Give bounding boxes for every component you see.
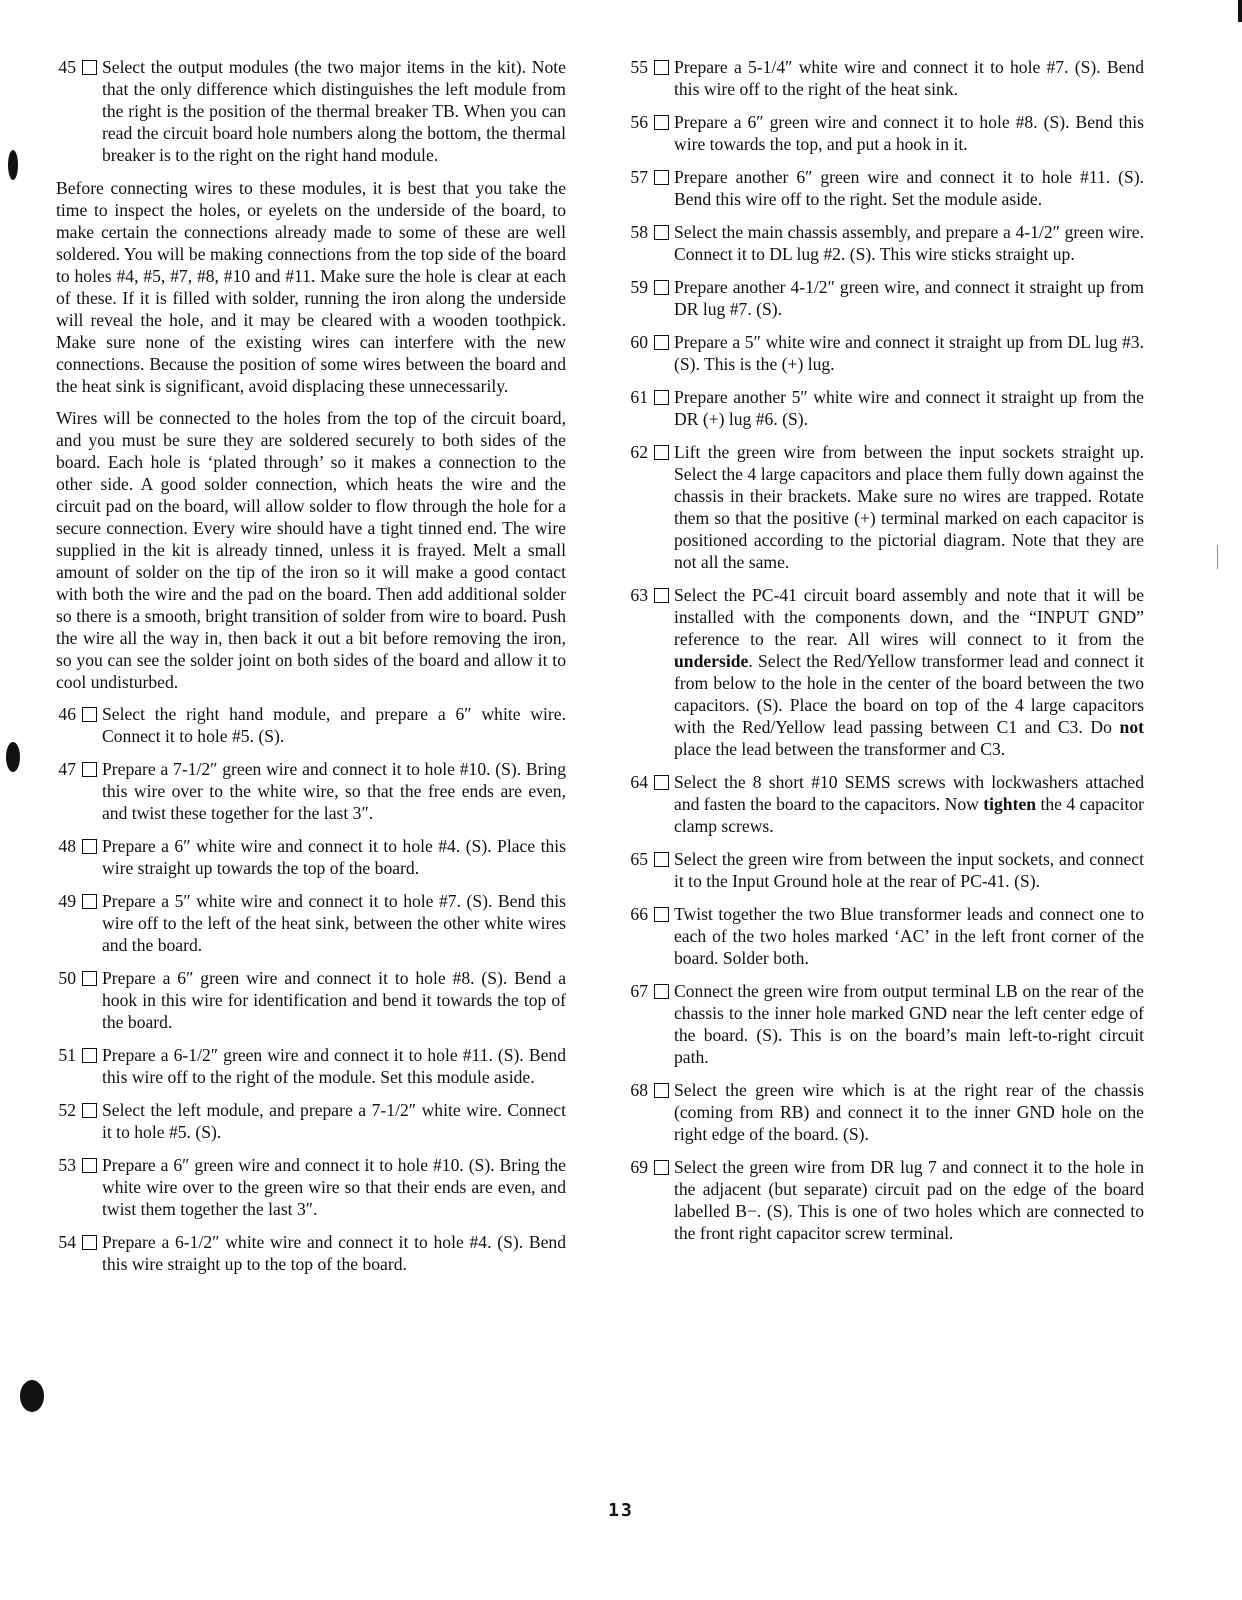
step-66 [618, 903, 1144, 969]
right-column [618, 56, 1144, 1255]
step-51 [46, 1044, 566, 1088]
step-number: 63 [630, 585, 648, 605]
step-number: 55 [630, 57, 648, 77]
step-63 [618, 584, 1144, 760]
step-46 [46, 703, 566, 747]
step-text: Lift the green wire from between the input sockets straight up. Select the 4 large capacitors and place them fully down against the chassis in their brackets. Make sure no wires are trapped. Rotate them so that the positive (+) terminal marked on each capacitor is positioned according to the pictorial diagram. Note that they are not all the same. [674, 442, 1144, 572]
step-47 [46, 758, 566, 824]
step-text: Select the output modules (the two major items in the kit). Note that the only difference which distinguishes the left module from the right is the position of the thermal breaker TB. When you can read the circuit board hole numbers along the bottom, the thermal breaker is to the right on the right hand module. [102, 57, 566, 165]
step-text: Prepare another 5″ white wire and connect it straight up from the DR (+) lug #6. (S). [674, 387, 1144, 429]
step-text: Prepare a 5″ white wire and connect it to hole #7. (S). Bend this wire off to the left of the heat sink, between the other white wires and the board. [102, 891, 566, 955]
step-number: 69 [630, 1157, 648, 1177]
step-text: Connect the green wire from output terminal LB on the rear of the chassis to the inner hole marked GND near the left center edge of the board. (S). This is on the board’s main left-to-right circuit path. [674, 981, 1144, 1067]
step-number: 45 [58, 57, 76, 77]
step-text: Prepare a 6″ green wire and connect it to hole #8. (S). Bend a hook in this wire for identification and bend it towards the top of the board. [102, 968, 566, 1032]
step-text: Prepare a 6-1/2″ white wire and connect it to hole #4. (S). Bend this wire straight up to the top of the board. [102, 1232, 566, 1274]
checkbox[interactable] [654, 852, 669, 867]
checkbox[interactable] [82, 762, 97, 777]
step-57 [618, 166, 1144, 210]
step-69 [618, 1156, 1144, 1244]
step-45 [46, 56, 566, 166]
step-55 [618, 56, 1144, 100]
step-text-part: Select the 8 short #10 SEMS screws with lockwashers attached and fasten the board to the capacitors. Now [674, 772, 1144, 814]
checkbox[interactable] [82, 971, 97, 986]
checkbox[interactable] [82, 707, 97, 722]
checkbox[interactable] [82, 60, 97, 75]
step-61 [618, 386, 1144, 430]
page-edge-line [1217, 545, 1218, 569]
step-number: 49 [58, 891, 76, 911]
step-number: 58 [630, 222, 648, 242]
step-number: 52 [58, 1100, 76, 1120]
step-number: 66 [630, 904, 648, 924]
step-49 [46, 890, 566, 956]
step-50 [46, 967, 566, 1033]
step-text: Prepare a 5″ white wire and connect it straight up from DL lug #3. (S). This is the (+) lug. [674, 332, 1144, 374]
step-number: 64 [630, 772, 648, 792]
step-text [674, 772, 1144, 836]
step-text-part: . Select the Red/Yellow transformer lead and connect it from below to the hole in the center of the board between the two capacitors. (S). Place the board on top of the 4 large capacitors with the Red/Yellow lead passing between C1 and C3. Do [674, 651, 1144, 737]
step-number: 47 [58, 759, 76, 779]
step-number: 60 [630, 332, 648, 352]
page-edge-mark [1238, 0, 1242, 22]
step-number: 50 [58, 968, 76, 988]
checkbox[interactable] [654, 60, 669, 75]
step-53 [46, 1154, 566, 1220]
step-text-part: the 4 capacitor clamp screws. [674, 794, 1145, 836]
checkbox[interactable] [654, 907, 669, 922]
step-number: 54 [58, 1232, 76, 1252]
step-text: Prepare a 6-1/2″ green wire and connect it to hole #11. (S). Bend this wire off to the right of the module. Set this module aside. [102, 1045, 566, 1087]
step-60 [618, 331, 1144, 375]
step-number: 67 [630, 981, 648, 1001]
instruction-paragraph: Before connecting wires to these modules, it is best that you take the time to inspect the holes, or eyelets on the underside of the board, to make certain the connections already made to some of these are well soldered. You will be making connections from the top side of the board to holes #4, #5, #7, #8, #10 and #11. Make sure the hole is clear at each of these. If it is filled with solder, running the iron along the underside will reveal the hole, and it may be cleared with a wooden toothpick. Make sure none of the existing wires can interfere with the new connections. Because the position of some wires between the board and the heat sink is significant, avoid displacing these unnecessarily. [56, 178, 566, 396]
step-number: 46 [58, 704, 76, 724]
checkbox[interactable] [82, 1103, 97, 1118]
page-number: 13 [608, 1500, 634, 1521]
checkbox[interactable] [654, 335, 669, 350]
step-64 [618, 771, 1144, 837]
left-column [46, 56, 566, 1286]
step-number: 68 [630, 1080, 648, 1100]
checkbox[interactable] [654, 588, 669, 603]
step-48 [46, 835, 566, 879]
checkbox[interactable] [654, 1083, 669, 1098]
step-number: 51 [58, 1045, 76, 1065]
checkbox[interactable] [654, 775, 669, 790]
binder-hole-mark-bottom [20, 1380, 44, 1412]
checkbox[interactable] [82, 1235, 97, 1250]
step-text: Prepare another 4-1/2″ green wire, and connect it straight up from DR lug #7. (S). [674, 277, 1144, 319]
step-number: 61 [630, 387, 648, 407]
checkbox[interactable] [82, 1048, 97, 1063]
step-text-part: place the lead between the transformer and C3. [674, 739, 1006, 759]
checkbox[interactable] [654, 984, 669, 999]
checkbox[interactable] [82, 1158, 97, 1173]
step-text: Prepare a 6″ green wire and connect it to hole #8. (S). Bend this wire towards the top, and put a hook in it. [674, 112, 1144, 154]
step-text: Twist together the two Blue transformer leads and connect one to each of the two holes marked ‘AC’ in the left front corner of the board. Solder both. [674, 904, 1144, 968]
bold-emphasis: not [1119, 717, 1144, 737]
step-number: 53 [58, 1155, 76, 1175]
step-67 [618, 980, 1144, 1068]
step-text: Prepare a 6″ green wire and connect it to hole #10. (S). Bring the white wire over to the green wire so that their ends are even, and twist them together the last 3″. [102, 1155, 566, 1219]
step-text: Prepare another 6″ green wire and connect it to hole #11. (S). Bend this wire off to the right. Set the module aside. [674, 167, 1144, 209]
step-text: Prepare a 6″ white wire and connect it to hole #4. (S). Place this wire straight up towards the top of the board. [102, 836, 566, 878]
checkbox[interactable] [654, 225, 669, 240]
binder-hole-mark-middle [6, 742, 20, 772]
step-number: 48 [58, 836, 76, 856]
step-text: Select the green wire from DR lug 7 and connect it to the hole in the adjacent (but separate) circuit pad on the edge of the board labelled B−. (S). This is one of two holes which are connected to the front right capacitor screw terminal. [674, 1157, 1144, 1243]
step-54 [46, 1231, 566, 1275]
step-number: 65 [630, 849, 648, 869]
step-text [674, 585, 1144, 759]
step-number: 56 [630, 112, 648, 132]
step-59 [618, 276, 1144, 320]
checkbox[interactable] [654, 280, 669, 295]
step-text: Prepare a 7-1/2″ green wire and connect it to hole #10. (S). Bring this wire over to the white wire, so that the free ends are even, and twist these together for the last 3″. [102, 759, 566, 823]
step-text: Prepare a 5-1/4″ white wire and connect it to hole #7. (S). Bend this wire off to the right of the heat sink. [674, 57, 1144, 99]
step-number: 59 [630, 277, 648, 297]
bold-emphasis: underside [674, 651, 749, 671]
checkbox[interactable] [82, 839, 97, 854]
binder-hole-mark-top [8, 150, 18, 180]
step-text: Select the green wire from between the input sockets, and connect it to the Input Ground hole at the rear of PC-41. (S). [674, 849, 1144, 891]
step-text: Select the right hand module, and prepare a 6″ white wire. Connect it to hole #5. (S). [102, 704, 566, 746]
step-text: Select the left module, and prepare a 7-1/2″ white wire. Connect it to hole #5. (S). [102, 1100, 566, 1142]
checkbox[interactable] [654, 170, 669, 185]
step-number: 57 [630, 167, 648, 187]
step-number: 62 [630, 442, 648, 462]
checkbox[interactable] [654, 1160, 669, 1175]
step-52 [46, 1099, 566, 1143]
step-56 [618, 111, 1144, 155]
step-text: Select the main chassis assembly, and prepare a 4-1/2″ green wire. Connect it to DL lug #2. (S). This wire sticks straight up. [674, 222, 1144, 264]
step-65 [618, 848, 1144, 892]
checkbox[interactable] [654, 445, 669, 460]
instruction-paragraph: Wires will be connected to the holes from the top of the circuit board, and you must be sure they are soldered securely to both sides of the board. Each hole is ‘plated through’ so it makes a connection to the other side. A good solder connection, which heats the wire and the circuit pad on the board, will allow solder to flow through the hole for a secure connection. Every wire should have a tight tinned end. The wire supplied in the kit is already tinned, unless it is frayed. Melt a small amount of solder on the tip of the iron so it will make a good contact with both the wire and the pad on the board. Then add additional solder so there is a smooth, bright transition of solder from wire to board. Push the wire all the way in, then back it out a bit before removing the iron, so you can see the solder joint on both sides of the board and allow it to cool undisturbed. [56, 408, 566, 692]
step-68 [618, 1079, 1144, 1145]
checkbox[interactable] [654, 390, 669, 405]
step-text: Select the green wire which is at the right rear of the chassis (coming from RB) and connect it to the inner GND hole on the right edge of the board. (S). [674, 1080, 1144, 1144]
checkbox[interactable] [82, 894, 97, 909]
checkbox[interactable] [654, 115, 669, 130]
step-62 [618, 441, 1144, 573]
step-text-part: Select the PC-41 circuit board assembly and note that it will be installed with the components down, and the “INPUT GND” reference to the rear. All wires will connect to it from the [674, 585, 1144, 649]
bold-emphasis: tighten [983, 794, 1037, 814]
step-58 [618, 221, 1144, 265]
